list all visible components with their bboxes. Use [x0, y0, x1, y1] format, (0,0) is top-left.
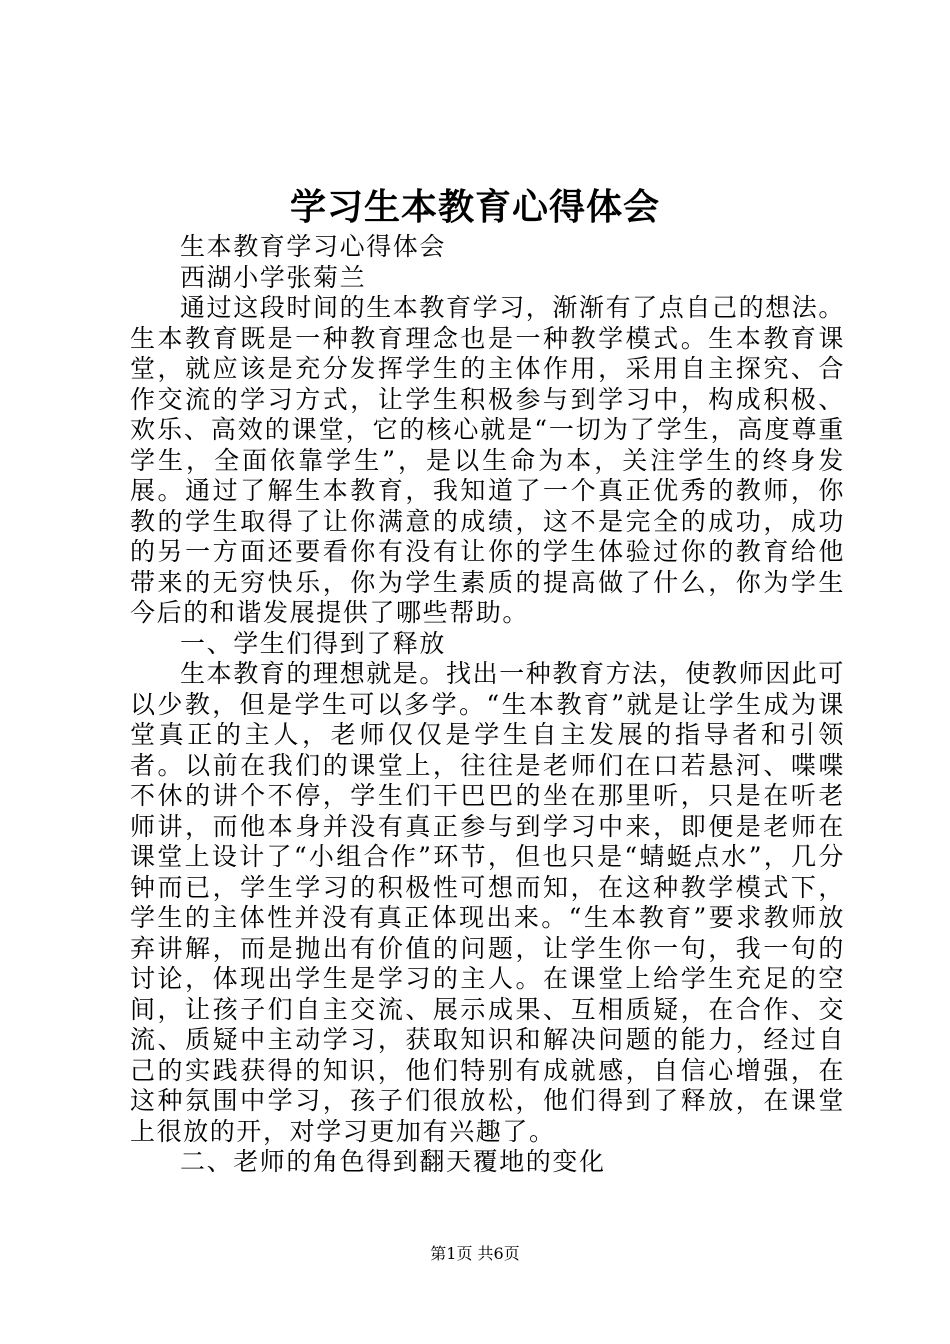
- section-heading-2: 二、老师的角色得到翻天覆地的变化: [180, 1147, 606, 1176]
- section-heading-1: 一、学生们得到了释放: [180, 628, 447, 658]
- page-number-footer: 第1页 共6页: [430, 1244, 520, 1263]
- subtitle-line: 生本教育学习心得体会: [180, 232, 447, 261]
- document-title: 学习生本教育心得体会: [289, 187, 660, 228]
- author-line: 西湖小学张菊兰: [180, 262, 367, 292]
- section-1-paragraph: 生本教育的理想就是。找出一种教育方法，使教师因此可以少教，但是学生可以多学。“生本教育”就是让学生成为课堂真正的主人，老师仅仅是学生自主发展的指导者和引领者。以前在我们的课堂上，往往是老师们在口若悬河、喋喋不休的讲个不停，学生们干巴巴的坐在那里听，只是在听老师讲，而他本身并没有真正参与到学习中来，即便是老师在课堂上设计了“小组合作”环节，但也只是“蜻蜓点水”，几分钟而已，学生学习的积极性可想而知，在这种教学模式下，学生的主体性并没有真正体现出来。“生本教育”要求教师放弃讲解，而是抛出有价值的问题，让学生你一句，我一句的讨论，体现出学生是学习的主人。在课堂上给学生充足的空间，让孩子们自主交流、展示成果、互相质疑，在合作、交流、质疑中主动学习，获取知识和解决问题的能力，经过自己的实践获得的知识，他们特别有成就感，自信心增强，在这种氛围中学习，孩子们很放松，他们得到了释放，在课堂上很放的开，对学习更加有兴趣了。: [130, 659, 846, 1146]
- intro-paragraph: 通过这段时间的生本教育学习，渐渐有了点自己的想法。生本教育既是一种教育理念也是一种教学模式。生本教育课堂，就应该是充分发挥学生的主体作用，采用自主探究、合作交流的学习方式，让学生积极参与到学习中，构成积极、欢乐、高效的课堂，它的核心就是“一切为了学生，高度尊重学生，全面依靠学生”，是以生命为本，关注学生的终身发展。通过了解生本教育，我知道了一个真正优秀的教师，你教的学生取得了让你满意的成绩，这不是完全的成功，成功的另一方面还要看你有没有让你的学生体验过你的教育给他带来的无穷快乐，你为学生素质的提高做了什么，你为学生今后的和谐发展提供了哪些帮助。: [130, 293, 846, 627]
- document-body: [130, 232, 845, 1178]
